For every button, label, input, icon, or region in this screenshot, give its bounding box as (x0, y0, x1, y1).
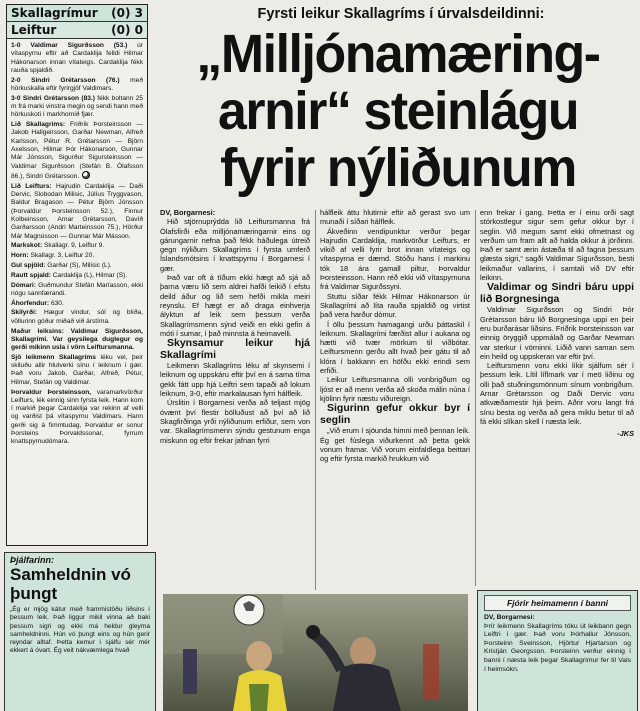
byline: DV, Borgarnesi: (160, 208, 216, 217)
stat-line: Gul spjöld: Garðar (S), Milisic (L). (11, 261, 112, 269)
paragraph: enn frekar í gang. Þetta er í einu orði sagt stórkostlegur sigur sem gefur okkur byr í seglin. Við megum samt ekki ofmetnast og verðum um fram allt að halda okkur á jörðinni. Það er samt ærin ástæða til að fagna þessum glæsta sigri,“ sagði Valdimar Sigurðsson, besti leikmaður vallarins, í samtali við DV eftir leikinn. (480, 208, 634, 283)
subheading: Valdimar og Sindri báru uppi lið Borgnesinga (480, 281, 634, 305)
paragraph: Þrír leikmenn Skallagríms tóku út leikbann gegn Leiftri í gær. Það voru Þórhallur Jónsson, Þorsteinn Sveinsson, Hjörtur Hjartarson og Kristján Georgsson. Þorsteinn verður einnig í banni í næsta leik þegar Skallagrímur fer til Vals í heimsókn. (484, 622, 631, 673)
paragraph: Valdimar Sigurðsson og Sindri Þór Grétarsson báru lið Borgnesinga uppi en þeir eru burðarásar liðsins. Friðrik Þorsteinsson var einnig öryggið uppmálað og Garðar Newman var sterkur í vörninni. Liðið vann saman sem ein heild og uppskeran var eftir því. (480, 305, 634, 361)
headline-line: arnir“ steinlágu (217, 81, 579, 141)
column-divider (315, 210, 316, 590)
match-photo (163, 594, 468, 711)
match-photo-illustration (163, 594, 468, 711)
column-divider (475, 210, 476, 586)
ban-box (477, 590, 638, 711)
goal-1: 1-0 Valdimar Sigurðsson (53.) úr vítaspyrnu eftir að Cardaklija felldi Hilmar Hákonarson innan vítateigs. Cardaklija fékk rauða spjaldið. (11, 42, 143, 74)
kicker: Fyrsti leikur Skallagríms í úrvalsdeildinni: (257, 6, 545, 22)
shirt-stripe (249, 684, 269, 711)
goalkeeper-glove (306, 625, 320, 639)
paragraph: Leikur Leiftursmanna olli vonbrigðum og ljóst er að menn verða að skoða málin núna í kjölinn fyrir næstu viðureign. (320, 375, 470, 403)
stat-line: Horn: Skallagr. 3, Leiftur 20. (11, 252, 95, 260)
goal-2: 2-0 Sindri Grétarsson (76.) með hörkuskalla eftir fyrirgjöf Valdimars. (11, 76, 143, 92)
author-signature: -JKS (617, 429, 634, 439)
subheading: Skynsamur leikur hjá Skallagrími (160, 337, 310, 361)
ban-box-byline: DV, Borgarnesi: (484, 614, 535, 621)
stat-line: Skilyrði: Hægur vindur, sól og blíða, völlurinn góður miðað við árstíma. (11, 309, 143, 325)
player-head (246, 641, 272, 671)
football-icon (82, 171, 90, 179)
coach-box (4, 552, 156, 711)
goal-3: 3-0 Sindri Grétarsson (83.) fékk boltann 25 m frá marki vinstra megin og sendi hann með hörkuskoti í markhornið fjær. (11, 94, 143, 119)
background-player (183, 649, 197, 694)
ban-box-text (478, 614, 637, 674)
score-row-home (7, 5, 147, 22)
paragraph: Leiftursmenn voru ekki líkir sjálfum sér í þessum leik. Lítil líflmark var í meö liðinu og olli það stuðningsmönnum sínum vonbrigðum. Arnar Grétarsson og Daði Dervic voru atkvæðamestir hjá þeim. Aðrir voru langt frá sínu besta og verða að gera miklu betur til að fá ekki slíkan skell í næsta leik. (480, 361, 634, 426)
paragraph: Hið stjörnuprýdda lið Leiftursmanna frá Ólafsfirði eða milljónamæringarnir eins og gárungarnir nefna það fékk háðulega útreið gegn nýliðum Skallagríms í fyrsta umferð Íslandsmótsins í knattspyrnu í Borgarnesi í gær. (160, 217, 310, 273)
stat-line: Rautt spjald: Cardaklija (L), Hilmar (S). (11, 271, 128, 279)
article-column-1 (160, 208, 310, 592)
paragraph: Stuttu síðar fékk Hilmar Hákonarson úr Skallagrími að líta rauða spjaldið og virtist það vera harður dómur. (320, 291, 470, 320)
lineup-home: Lið Skallagríms: Friðrik Þorsteinsson — Jakob Hallgeirsson, Garðar Newman, Alfreð Karlsson, Pétur R. Grétarsson — Björn Axelsson, Hilmar Þór Hákonarson, Gunnar Már Jónsson, Sigurður Sigursteinsson — Valdimar Sigurðsson (Stefán B. Ólafsson 86.), Sindri Grétarsson. (11, 121, 143, 180)
good-players: Sjö leikmenn Skallagríms léku vel, þeir skiluðu allir hlutverki sínu í leiknum í gær. Það voru Jakob, Garðar, Alfreð, Pétur, Hilmar, Stefán og Valdimar. (11, 353, 143, 386)
headline (166, 26, 631, 197)
coach-box-text: „Ég er mjög kátur með frammistöðu liðsins í þessum leik. Það liggur mikil vinna að baki þessum sigri og ekki má heldur gleyma samheldninni. Hún vó þungt eins og hún gerir reyndar alltaf. Þetta kemur í sjálfu sér mér ekkert á óvart. Ég veit nákvæmlega hvað (10, 606, 150, 655)
coach-box-title: Samheldnin vó þungt (10, 565, 131, 603)
lineup-away: Lið Leifturs: Hajrudin Cardaklija — Daði Dervic, Slobodan Milisic, Júlíus Tryggvason, Baldur Bragason — Pétur Björn Jónsson (Þorvaldur Þorsteinsson 52.), Finnur Kolbeinsson, Arnar Grétarsson, Davíð Garðarsson (Andri Marteinsson 75.), Hörður Már Magnússon — Gunnar Már Másson. (11, 182, 143, 240)
paragraph: „Við erum í sjöunda himni með þennan leik. Ég get fúslega viðurkennt að þetta gekk vonum framar. Við vorum einfaldlega beittari og eftir fyrsta markið hrukkum við (320, 426, 470, 464)
subheading: Sigurinn gefur okkur byr í seglin (320, 402, 470, 426)
article-column-3 (480, 208, 634, 588)
paragraph: Í öllu þessum hamagangi urðu þáttaskil í leiknum. Skallagrími færðist allur í aukana og hætti við tvær mörkum til viðbótar. Leiftursmenn gerðu allt hvað þeir gátu til að klóra í bakkann en höfðu ekki erindi sem erfiði. (320, 319, 470, 376)
headline-line: fyrir nýliðunum (220, 138, 576, 198)
home-team: Skallagrímur (11, 6, 98, 20)
ban-box-title: Fjórir heimamenn í banni (484, 595, 631, 611)
man-of-match: Maður leiksins: Valdimar Sigurðsson, Skallagrími. Var geysilega duglegur og gerði mikinn usla í vörn Leiftursmanna. (11, 327, 143, 352)
stat-line: Dómari: Guðmundur Stefán Maríasson, ekki nógu sannfærandi. (11, 281, 143, 297)
home-score: (0) 3 (111, 6, 143, 20)
stat-line: Markskot: Skallagr. 9, Leiftur 9. (11, 242, 105, 250)
background-player (423, 644, 439, 699)
keeper-note: Þorvaldur Þorsteinsson, varamarkvörður Leifturs, lék einnig sinn fyrsta leik. Hann kom í markið þegar Cardaklija var rekinn af velli og varðist þá vítaspyrnu Valdimars. Hann gerði sig á fimmtudag, Þorvaldur er sonur Þorsteins Þorvaldssonar, fyrrum knattspyrnudómara. (11, 388, 143, 446)
match-facts-text (7, 39, 147, 451)
away-score: (0) 0 (111, 23, 143, 37)
match-facts-box (6, 4, 148, 546)
player-head (350, 637, 376, 667)
away-team: Leiftur (11, 23, 57, 37)
stat-line: Áhorfendur: 630. (11, 299, 64, 307)
score-row-away (7, 22, 147, 39)
paragraph: Það var oft á tíðum ekki hægt að sjá að þarna væru lið sem aldrei hafði leikið í efstu deild áður og lið sem hefði mikla meiri reynslu. Ef hægt er að draga einhverja ályktun af leik sem þessum verða Skallagrímsmenn sýnd veiði en ekki gefin á móti í sumar, í það minnsta á heimavelli. (160, 273, 310, 338)
coach-box-tag: Þjálfarinn: (10, 555, 55, 565)
paragraph: Úrslitin í Borgarnesi verða að teljast mjög óvænt því flestir bölluðust að því að lið Skagfirðinga yrði nýliðunum erfiður, sem von var. Skallagrímsmenn sýndu gestunum enga miskunn og eftir frekar jafnan fyrri (160, 398, 310, 445)
paragraph: Leikmenn Skallagríms léku af skynsemi í leiknum og uppskáru eftir því en á sama tíma gekk fátt upp hjá Leiftri sem tapaði að lokum leiknum, 3-0, eftir markalausan fyrri hálfleik. (160, 361, 310, 399)
paragraph: Ákveðinn vendipunktur verður þegar Hajrudin Cardaklija, markvörður Leifturs, er vikið af velli fyrir brot innan vítateigs og vítaspyrna er dæmd. Stóðu hans í markinu tók 18 ára gamall piltur, Þorvaldur Þorsteinsson. Hann réð ekki við vítaspyrnuna frá Valdimar Sigurðssyni. (320, 226, 470, 292)
article-column-2 (320, 208, 470, 592)
paragraph: hálfleik áttu hlutirnir eftir að gerast svo um munaði í síðari hálfleik. (320, 208, 470, 227)
headline-line: „Milljónamæring- (196, 24, 600, 84)
